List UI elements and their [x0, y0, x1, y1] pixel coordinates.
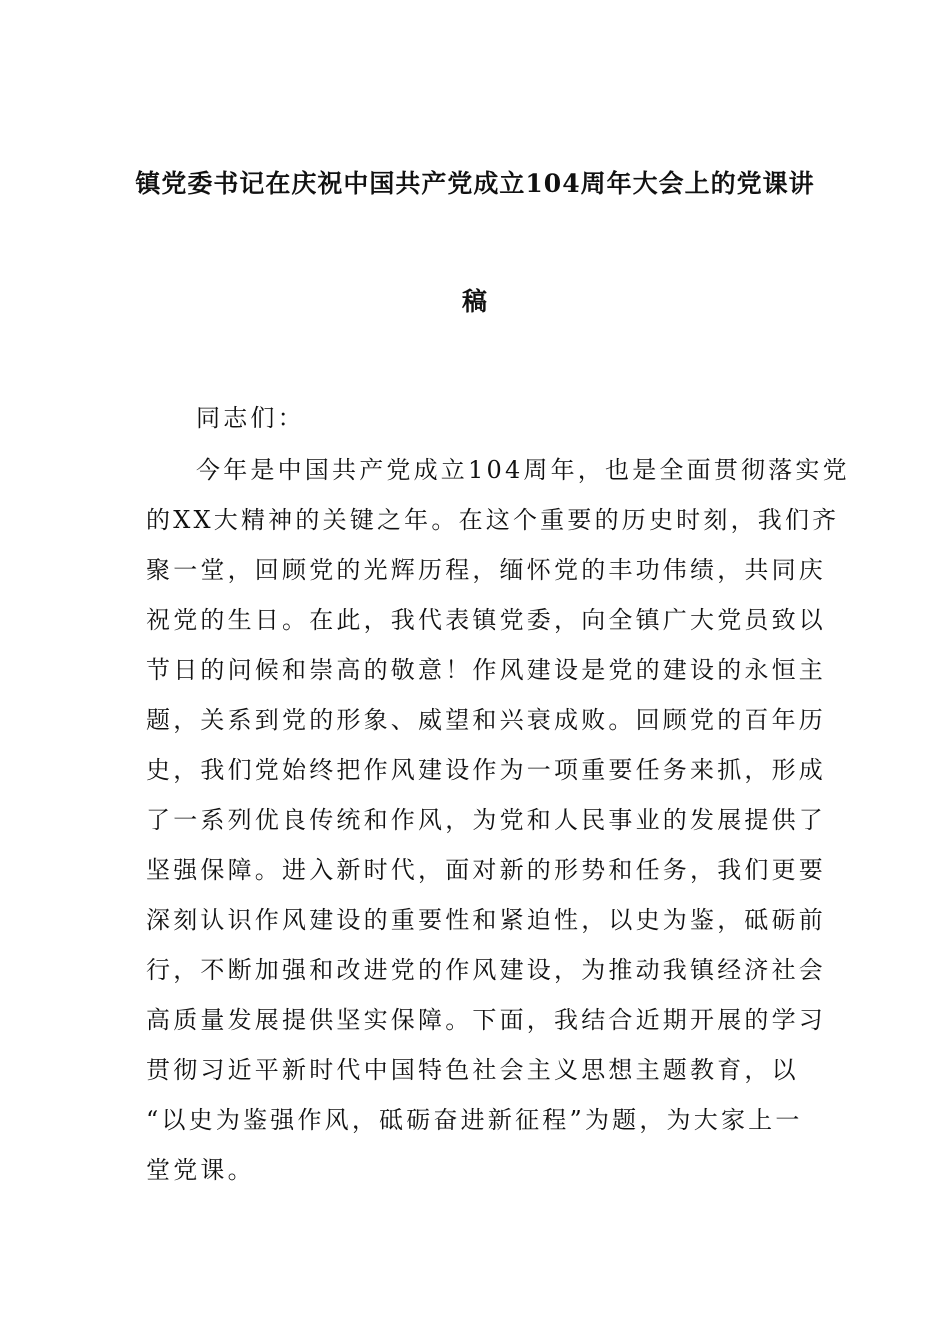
- document-title-line-2: 稿: [461, 287, 488, 316]
- body-line-11: 行，不断加强和改进党的作风建设，为推动我镇经济社会: [146, 956, 826, 984]
- body-line-3: 聚一堂，回顾党的光辉历程，缅怀党的丰功伟绩，共同庆: [146, 556, 826, 584]
- body-line-12: 高质量发展提供坚实保障。下面，我结合近期开展的学习: [146, 1006, 826, 1034]
- body-line-2: 的XX大精神的关键之年。在这个重要的历史时刻，我们齐: [146, 506, 840, 534]
- body-line-1: 今年是中国共产党成立104周年，也是全面贯彻落实党: [196, 456, 850, 484]
- salutation: 同志们：: [196, 404, 305, 432]
- body-line-5: 节日的问候和崇高的敬意！作风建设是党的建设的永恒主: [146, 656, 826, 684]
- body-line-8: 了一系列优良传统和作风，为党和人民事业的发展提供了: [146, 806, 826, 834]
- body-line-13: 贯彻习近平新时代中国特色社会主义思想主题教育，以: [146, 1056, 799, 1084]
- body-line-4: 祝党的生日。在此，我代表镇党委，向全镇广大党员致以: [146, 606, 826, 634]
- body-line-15: 堂党课。: [146, 1156, 255, 1184]
- document-title-line-1: 镇党委书记在庆祝中国共产党成立104周年大会上的党课讲: [135, 169, 815, 198]
- body-line-6: 题，关系到党的形象、威望和兴衰成败。回顾党的百年历: [146, 706, 826, 734]
- body-line-9: 坚强保障。进入新时代，面对新的形势和任务，我们更要: [146, 856, 826, 884]
- body-line-14: “以史为鉴强作风，砥砺奋进新征程”为题，为大家上一: [146, 1106, 803, 1134]
- body-line-7: 史，我们党始终把作风建设作为一项重要任务来抓，形成: [146, 756, 826, 784]
- body-line-10: 深刻认识作风建设的重要性和紧迫性，以史为鉴，砥砺前: [146, 906, 826, 934]
